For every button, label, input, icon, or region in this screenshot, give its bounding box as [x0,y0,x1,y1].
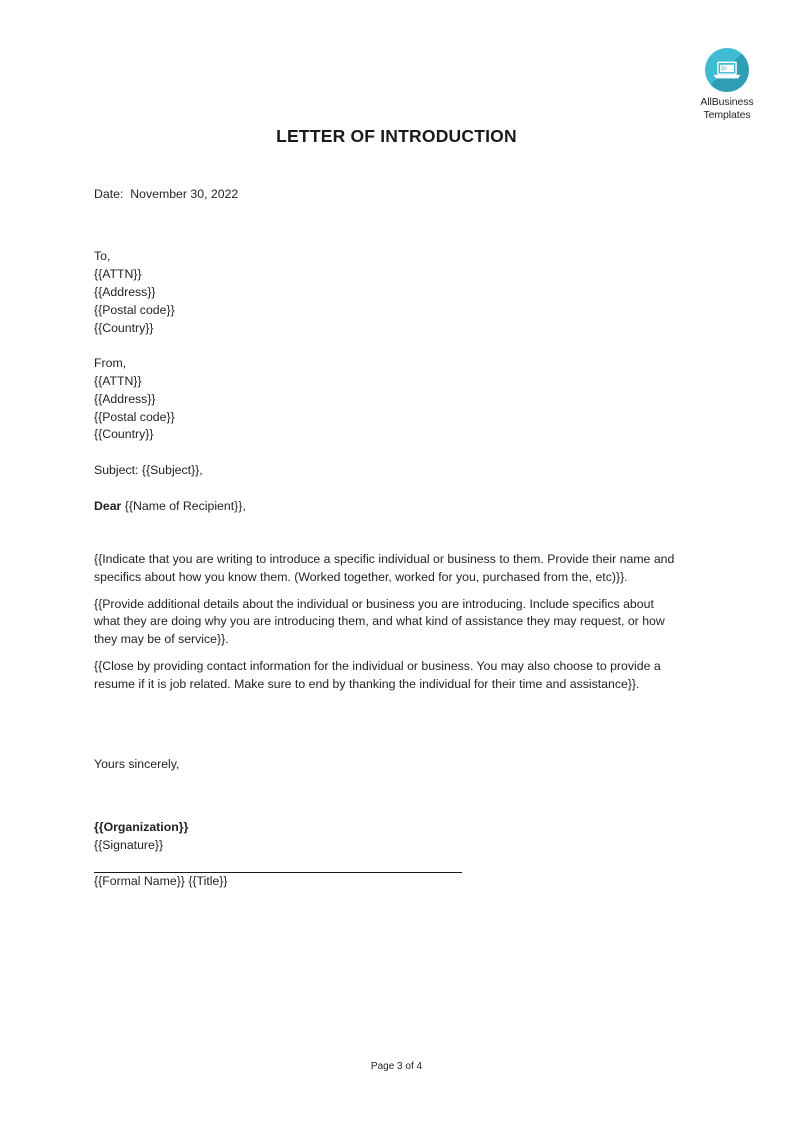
logo-circle [705,48,749,92]
body-paragraph-2: {{Provide additional details about the individual or business you are introducing. Include specifics about what they are doing why you are introducing them, and what kind of assistance they may request, or how they may be of service}}. [94,596,665,647]
recipient-postal-code: {{Postal code}} [94,302,175,317]
sender-country: {{Country}} [94,427,154,442]
body-paragraph-3: {{Close by providing contact information for the individual or business. You may also choose to provide a resume if it is job related. Make sure to end by thanking the individual for their time and assistance}}. [94,658,661,691]
subject-line: Subject: {{Subject}}, [94,462,203,477]
page-title: LETTER OF INTRODUCTION [276,126,517,146]
recipient-country: {{Country}} [94,320,154,335]
salutation [94,498,682,516]
sender-attn: {{ATTN}} [94,373,142,388]
signature-placeholder: {{Signature}} [94,837,164,852]
recipient-attn: {{ATTN}} [94,267,142,282]
recipient-heading: To, [94,249,111,264]
sender-heading: From, [94,356,127,371]
sender-address: {{Address}} [94,391,156,406]
letter-body [94,186,682,891]
date-line [94,186,682,204]
brand-logo [678,48,776,121]
sender-postal-code: {{Postal code}} [94,409,175,424]
date-label: Date: [94,187,124,201]
brand-name [678,96,776,121]
page-footer: Page 3 of 4 [370,1061,423,1072]
salutation-recipient: {{Name of Recipient}}, [121,498,246,513]
brand-name-line1: AllBusiness [700,96,754,108]
recipient-address: {{Address}} [94,284,156,299]
organization-name: {{Organization}} [94,819,189,834]
salutation-bold: Dear [94,498,122,513]
brand-name-line2: Templates [703,108,751,121]
laptop-icon [713,60,741,80]
body-paragraph-1: {{Indicate that you are writing to introduce a specific individual or business to them. Provide their name and specifics about how you know them. (Worked together, worked for you, purchased from the, etc)}}. [94,551,675,584]
valediction: Yours sincerely, [94,757,180,772]
date-value: November 30, 2022 [130,187,239,201]
formal-name-title: {{Formal Name}} {{Title}} [94,874,228,889]
